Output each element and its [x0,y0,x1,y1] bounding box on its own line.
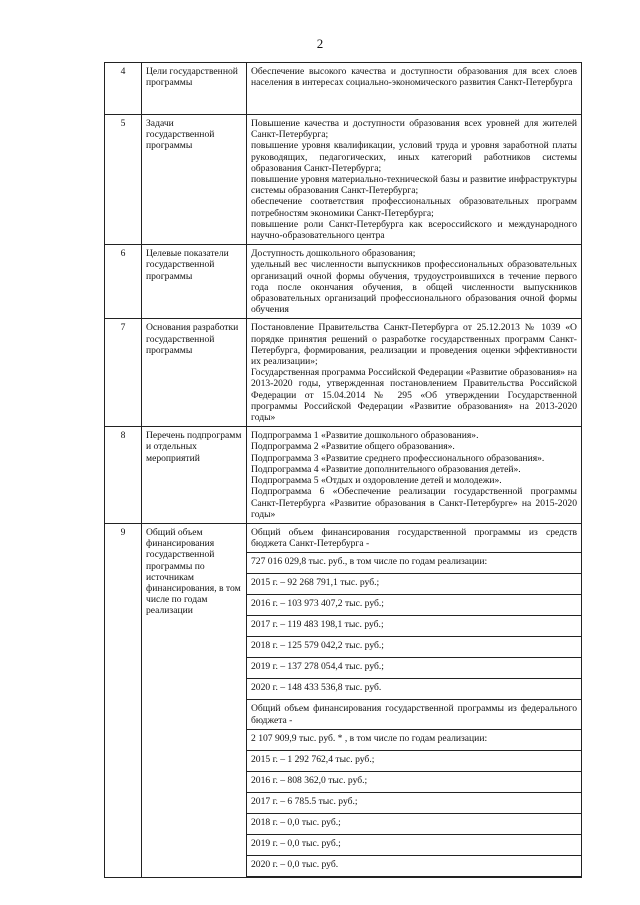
content-line: Государственная программа Российской Федерации «Развитие образования» на 2013-2020 годы, утвержденная постановлением Правительства Российской Федерации от 15.04.2014 № 295 «Об утверждении Государственной программы Российской Федерации «Развитие образования» на 2013-2020 годы» [251,367,577,424]
row-name: Основания разработки государственной программы [142,319,247,427]
spb-year-amount: 2016 г. – 103 973 407,2 тыс. руб.; [247,595,581,616]
content-line: Подпрограмма 1 «Развитие дошкольного образования». [251,430,479,442]
federal-budget-total: 2 107 909,9 тыс. руб. * , в том числе по годам реализации: [247,729,581,750]
content-line: Подпрограмма 3 «Развитие среднего профессионального образования». [251,452,545,464]
content-line: повышение уровня квалификации, условий труда и уровня заработной платы руководящих, педагогических, иных категорий работников системы образования Санкт-Петербурга; [251,140,577,174]
federal-year-amount: 2019 г. – 0,0 тыс. руб.; [247,834,581,855]
row-content [247,427,582,524]
table-row [105,245,582,319]
spb-budget-heading: Общий объем финансирования государственной программы из средств бюджета Санкт-Петербурга - [247,524,581,553]
table-row [105,63,582,115]
content-line: Повышение качества и доступности образования всех уровней для жителей Санкт-Петербурга; [251,118,577,141]
row-number: 6 [105,245,142,319]
table-row [105,427,582,524]
row-name: Целевые показатели государственной программы [142,245,247,319]
finance-subtable [247,524,581,877]
spb-year-amount: 2015 г. – 92 268 791,1 тыс. руб.; [247,574,581,595]
row-content [247,63,582,115]
row-number: 7 [105,319,142,427]
content-line: Подпрограмма 5 «Отдых и оздоровление детей и молодежи». [251,475,502,487]
spb-year-amount: 2018 г. – 125 579 042,2 тыс. руб.; [247,637,581,658]
federal-year-amount: 2016 г. – 808 362,0 тыс. руб.; [247,771,581,792]
row-name: Цели государственной программы [142,63,247,115]
content-line: повышение уровня материально-технической базы и развитие инфраструктуры системы образования Санкт-Петербурга; [251,174,577,197]
federal-year-amount: 2017 г. – 6 785.5 тыс. руб.; [247,792,581,813]
content-line: обеспечение соответствия профессиональных образовательных программ потребностям экономики Санкт-Петербурга; [251,196,577,219]
federal-year-amount: 2020 г. – 0,0 тыс. руб. [247,855,581,876]
row-number: 4 [105,63,142,115]
row-name: Общий объем финансирования государственной программы по источникам финансирования, в том числе по годам реализации [142,523,247,877]
content-line: Обеспечение высокого качества и доступности образования для всех слоев населения в интересах социально-экономического развития Санкт-Петербурга [251,66,577,89]
spb-year-amount: 2017 г. – 119 483 198,1 тыс. руб.; [247,616,581,637]
content-line: Подпрограмма 2 «Развитие общего образования». [251,441,455,453]
row-content [247,245,582,319]
federal-year-amount: 2015 г. – 1 292 762,4 тыс. руб.; [247,750,581,771]
content-line: Постановление Правительства Санкт-Петербурга от 25.12.2013 № 1039 «О порядке принятия решений о разработке государственных программ Санкт-Петербурга, формирования, реализации и проведения оценки эффективности их реализации»; [251,322,577,368]
federal-budget-heading: Общий объем финансирования государственной программы из федерального бюджета - [247,700,581,729]
table-row [105,319,582,427]
table-row-finance [105,523,582,877]
federal-year-amount: 2018 г. – 0,0 тыс. руб.; [247,813,581,834]
row-number: 9 [105,523,142,877]
row-name: Задачи государственной программы [142,115,247,245]
row-number: 5 [105,115,142,245]
row-name: Перечень подпрограмм и отдельных мероприятий [142,427,247,524]
page-number: 2 [316,36,324,51]
row-content [247,115,582,245]
finance-content [247,523,582,877]
content-line: удельный вес численности выпускников профессиональных образовательных организаций очной формы обучения, трудоустроившихся в течение первого года после окончания обучения, в общей численности выпускников образовательных организаций профессионального образования очной формы обучения [251,259,577,316]
spb-year-amount: 2019 г. – 137 278 054,4 тыс. руб.; [247,658,581,679]
row-content [247,319,582,427]
content-line: Подпрограмма 4 «Развитие дополнительного образования детей». [251,463,521,475]
program-passport-table [104,62,582,878]
table-row [105,115,582,245]
content-line: Подпрограмма 6 «Обеспечение реализации государственной программы Санкт-Петербурга «Развитие образования в Санкт-Петербурге» на 2015-2020 годы» [251,486,577,520]
content-line: Доступность дошкольного образования; [251,248,416,260]
spb-year-amount: 2020 г. – 148 433 536,8 тыс. руб. [247,679,581,700]
content-line: повышение роли Санкт-Петербурга как всероссийского и международного научно-образовательного центра [251,218,577,242]
spb-budget-total: 727 016 029,8 тыс. руб., в том числе по годам реализации: [247,553,581,574]
row-number: 8 [105,427,142,524]
